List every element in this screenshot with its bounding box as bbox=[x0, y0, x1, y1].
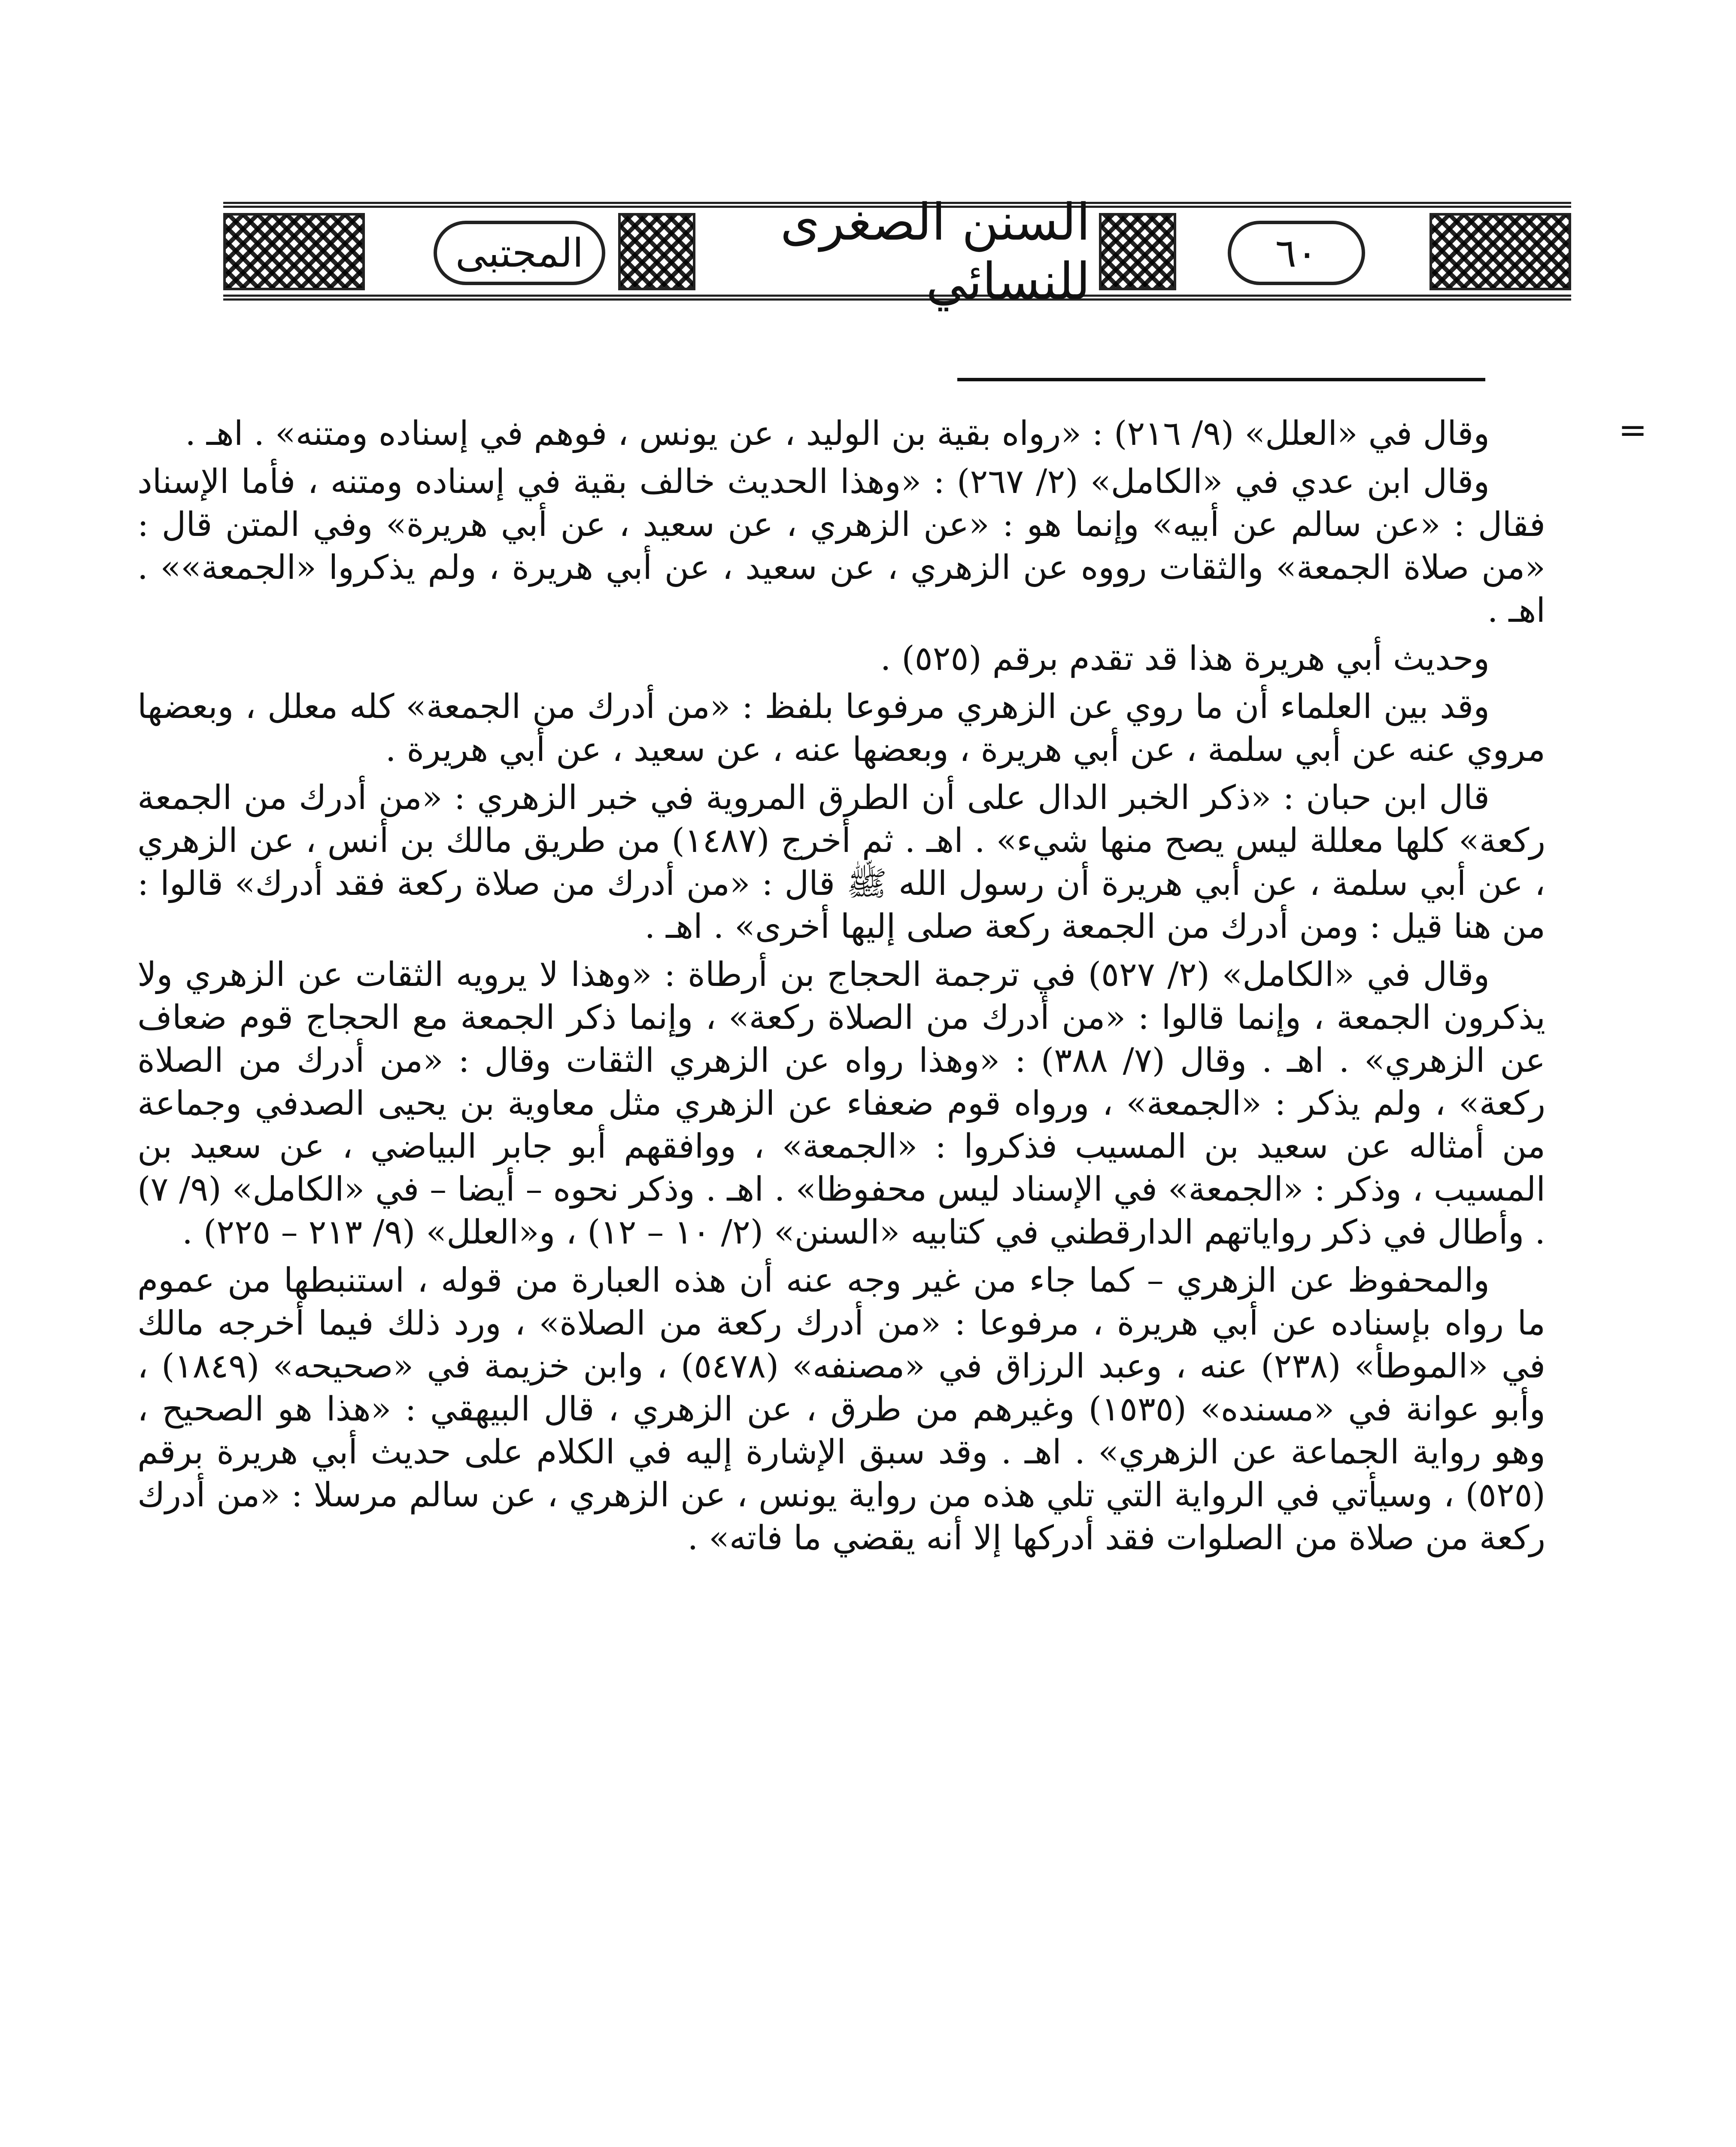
book-label-medallion bbox=[434, 221, 605, 285]
paragraph: قال ابن حبان : «ذكر الخبر الدال على أن الطرق المروية في خبر الزهري : «من أدرك من الجمعة ركعة» كلها معللة ليس يصح منها شيء» . اهـ . ثم أخرج (١٤٨٧) من طريق مالك بن أنس ، عن الزهري ، عن أبي سلمة ، عن أبي هريرة أن رسول الله ﷺ قال : «من أدرك من صلاة ركعة فقد أدرك» قالوا : من هنا قيل : ومن أدرك من الجمعة ركعة صلى إليها أخرى» . اهـ . bbox=[137, 779, 1546, 946]
page-header bbox=[223, 192, 1571, 311]
ornament-mid-right bbox=[1099, 213, 1176, 290]
page-number-medallion bbox=[1228, 221, 1365, 285]
page-number: ٦٠ bbox=[1275, 230, 1318, 276]
paragraph: وقال ابن عدي في «الكامل» (٢/ ٢٦٧) : «وهذا الحديث خالف بقية في إسناده ومتنه ، فأما الإسناد فقال : «عن سالم عن أبيه» وإنما هو : «عن الزهري ، عن سعيد ، عن أبي هريرة» وفي المتن قال : «من صلاة الجمعة» والثقات رووه عن الزهري ، عن سعيد ، عن أبي هريرة ، ولم يذكروا «الجمعة»» . اهـ . bbox=[137, 462, 1545, 630]
book-label: المجتبى bbox=[455, 230, 584, 276]
continuation-mark: = bbox=[1618, 410, 1648, 450]
paragraph: والمحفوظ عن الزهري – كما جاء من غير وجه عنه أن هذه العبارة من قوله ، استنبطها من عموم ما رواه بإسناده عن أبي هريرة ، مرفوعا : «من أدرك ركعة من الصلاة» ، ورد ذلك فيما أخرجه مالك في «الموطأ» (٢٣٨) عنه ، وعبد الرزاق في «مصنفه» (٥٤٧٨) ، وابن خزيمة في «صحيحه» (١٨٤٩) ، وأبو عوانة في «مسنده» (١٥٣٥) وغيرهم من طرق ، عن الزهري ، قال البيهقي : «هذا هو الصحيح ، وهو رواية الجماعة عن الزهري» . اهـ . وقد سبق الإشارة إليه في الكلام على حديث أبي هريرة برقم (٥٢٥) ، وسيأتي في الرواية التي تلي هذه من رواية يونس ، عن الزهري ، عن سالم مرسلا : «من أدرك ركعة من صلاة من الصلوات فقد أدركها إلا أنه يقضي ما فاته» . bbox=[137, 1261, 1546, 1557]
paragraph: وقال في «الكامل» (٢/ ٥٢٧) في ترجمة الحجاج بن أرطاة : «وهذا لا يرويه الثقات عن الزهري ولا يذكرون الجمعة ، وإنما قالوا : «من أدرك من الصلاة ركعة» ، وإنما ذكر الجمعة مع الحجاج قوم ضعاف عن الزهري» . اهـ . وقال (٧/ ٣٨٨) : «وهذا رواه عن الزهري الثقات وقال : «من أدرك من الصلاة ركعة» ، ولم يذكر : «الجمعة» ، ورواه قوم ضعفاء عن الزهري مثل معاوية بن يحيى الصدفي وجماعة من أمثاله عن سعيد بن المسيب فذكروا : «الجمعة» ، ووافقهم أبو جابر البياضي ، عن سعيد بن المسيب ، وذكر : «الجمعة» في الإسناد ليس محفوظا» . اهـ . وذكر نحوه – أيضا – في «الكامل» (٩/ ٧) . وأطال في ذكر رواياتهم الدارقطني في كتابيه «السنن» (٢/ ١٠ – ١٢) ، و«العلل» (٩/ ٢١٣ – ٢٢٥) . bbox=[137, 955, 1546, 1252]
footnote-text bbox=[137, 412, 1545, 1565]
footnote-divider bbox=[957, 378, 1485, 381]
ornament-mid-left bbox=[618, 213, 695, 290]
page-title: السنن الصغرى للنسائي bbox=[780, 192, 1090, 311]
ornament-left bbox=[223, 213, 365, 290]
paragraph: وحديث أبي هريرة هذا قد تقدم برقم (٥٢٥) . bbox=[880, 639, 1490, 678]
paragraph: وقد بين العلماء أن ما روي عن الزهري مرفوعا بلفظ : «من أدرك من الجمعة» كله معلل ، وبعضها مروي عنه عن أبي سلمة ، عن أبي هريرة ، وبعضها عنه ، عن سعيد ، عن أبي هريرة . bbox=[137, 687, 1545, 769]
paragraph: وقال في «العلل» (٩/ ٢١٦) : «رواه بقية بن الوليد ، عن يونس ، فوهم في إسناده ومتنه» . اهـ . bbox=[185, 414, 1490, 453]
ornament-right bbox=[1429, 213, 1571, 290]
